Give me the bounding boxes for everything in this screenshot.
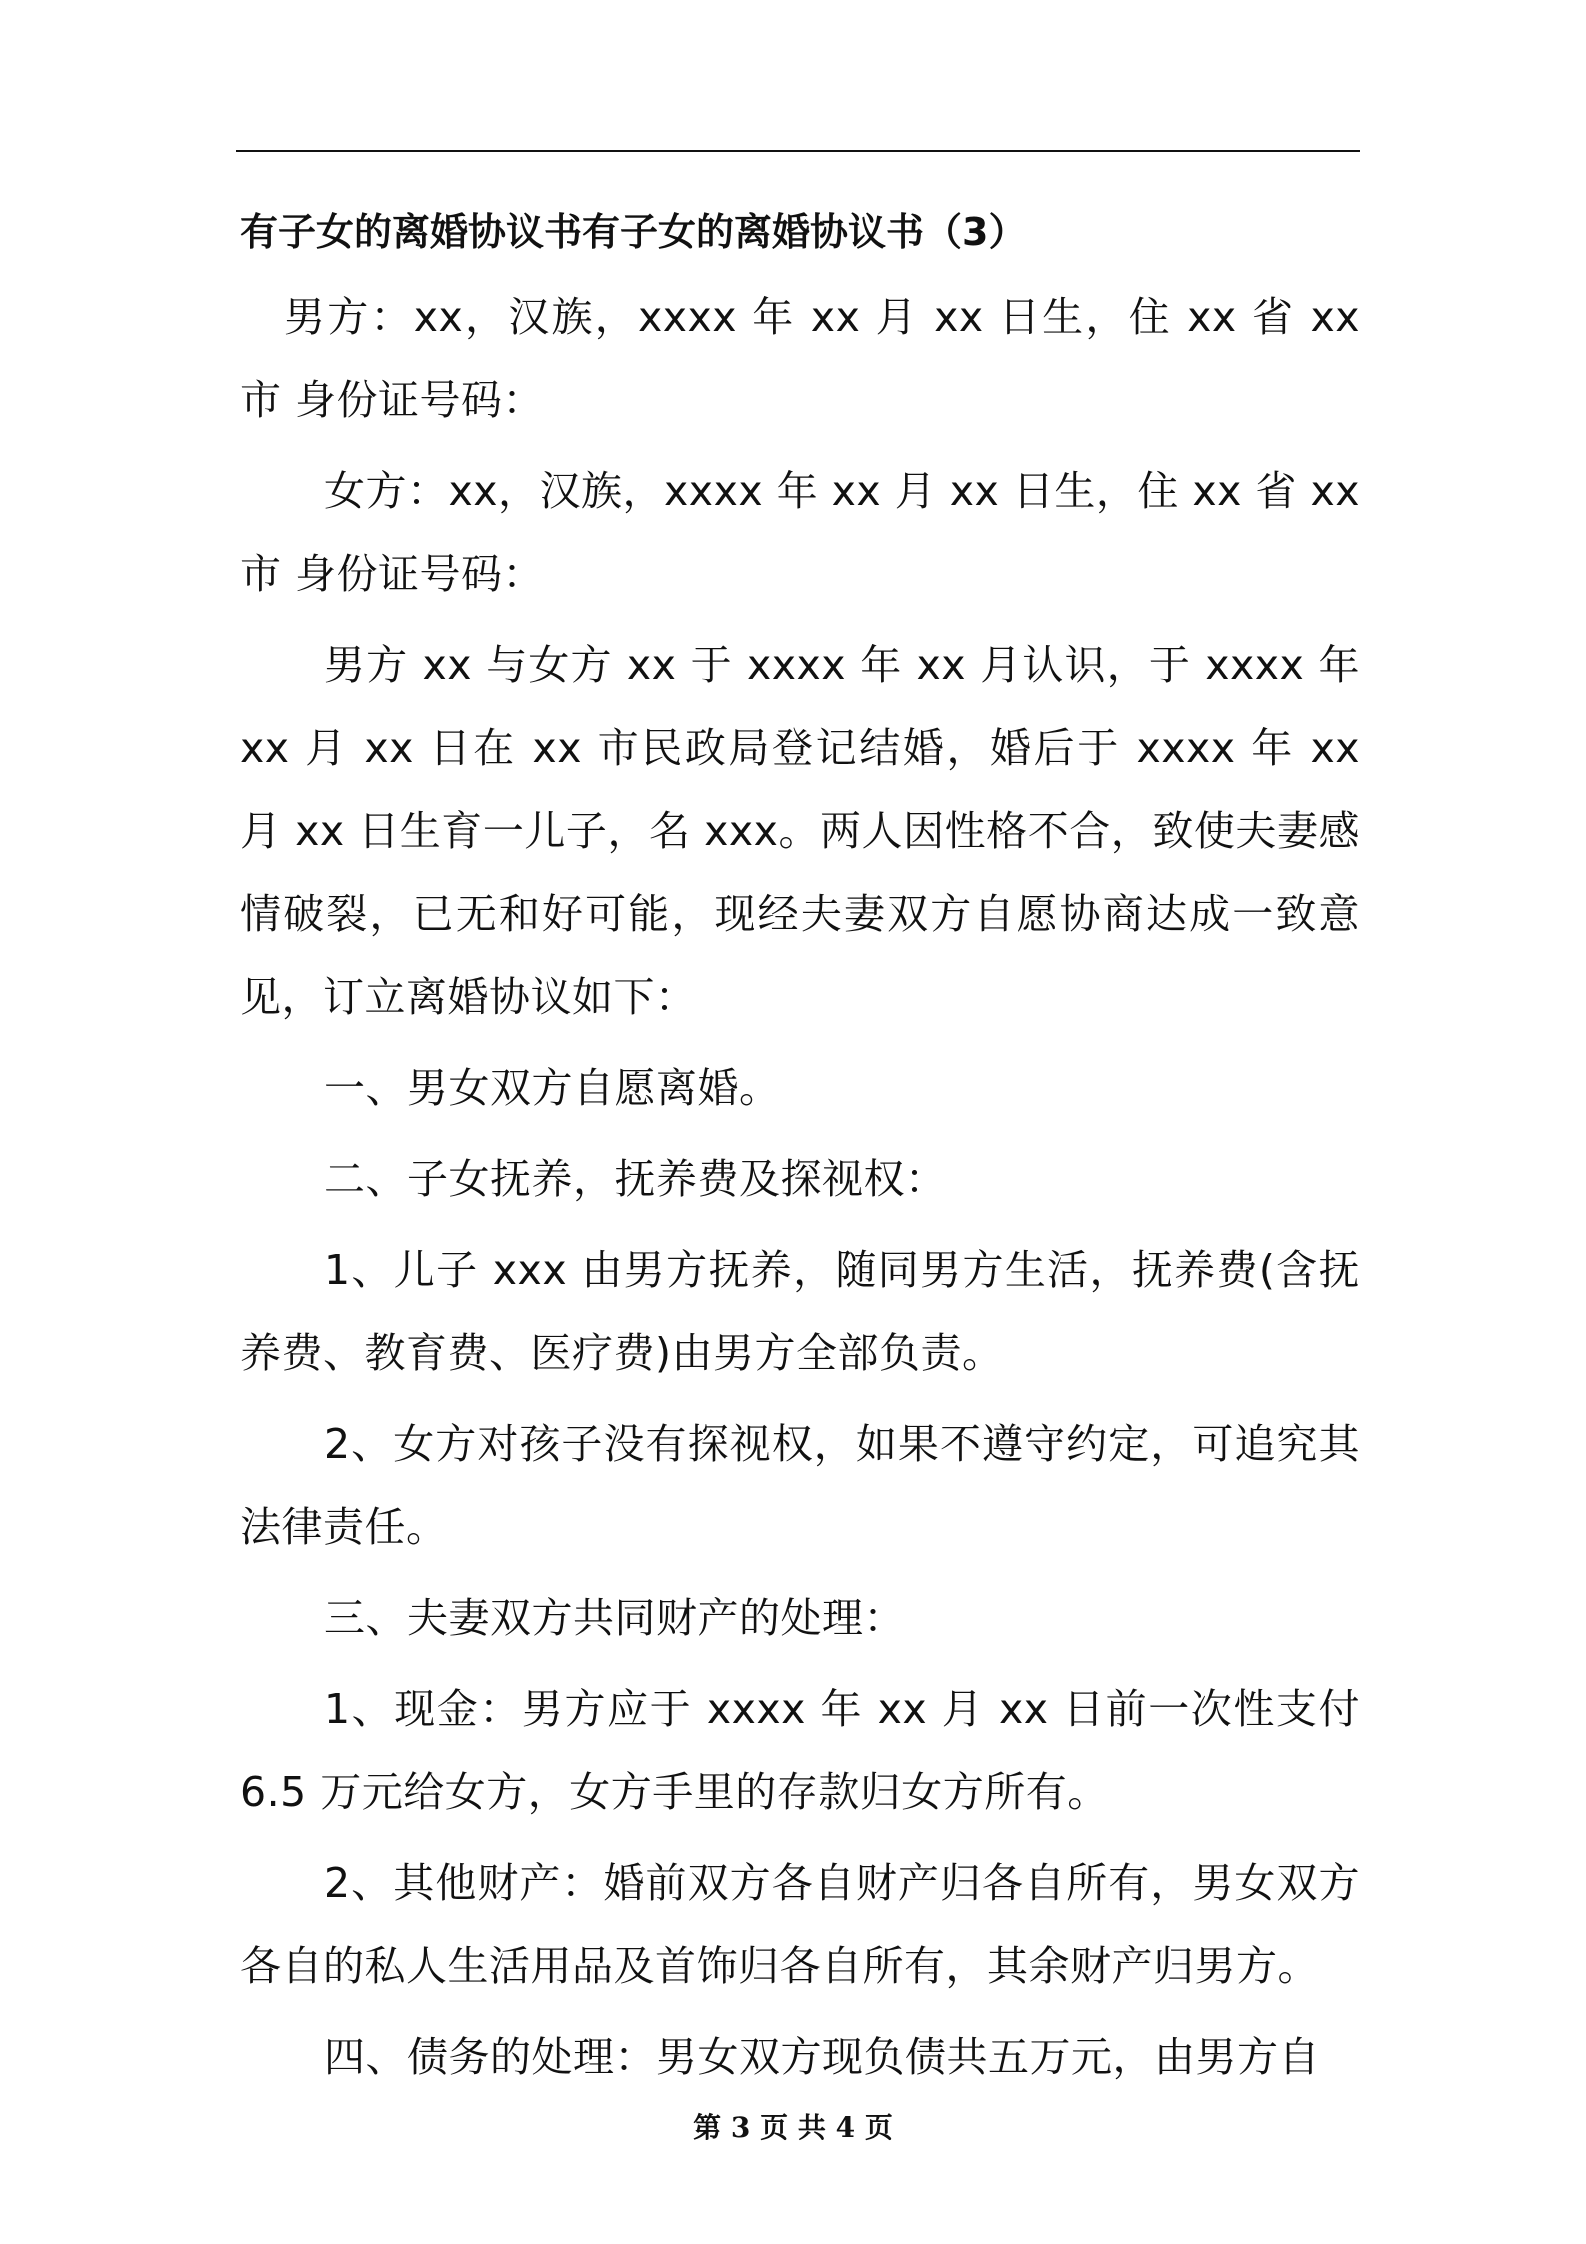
paragraph-clause-3-item-2: 2、其他财产：婚前双方各自财产归各自所有，男女双方各自的私人生活用品及首饰归各自所有，其余财产归男方。 bbox=[240, 1859, 1360, 1990]
paragraph-clause-3-item-1: 1、现金：男方应于 xxxx 年 xx 月 xx 日前一次性支付 6.5 万元给女方，女方手里的存款归女方所有。 bbox=[240, 1685, 1360, 1816]
paragraph-female-party: 女方：xx，汉族，xxxx 年 xx 月 xx 日生，住 xx 省 xx 市 身份证号码： bbox=[240, 467, 1360, 598]
paragraph-clause-4: 四、债务的处理：男女双方现负债共五万元，由男方自 bbox=[324, 2033, 1320, 2081]
paragraph-clause-1: 一、男女双方自愿离婚。 bbox=[324, 1064, 781, 1112]
paragraph-clause-2-item-1: 1、儿子 xxx 由男方抚养，随同男方生活，抚养费(含抚养费、教育费、医疗费)由男方全部负责。 bbox=[240, 1246, 1360, 1377]
paragraph-male-party: 男方：xx，汉族，xxxx 年 xx 月 xx 日生，住 xx 省 xx 市 身份证号码： bbox=[240, 293, 1360, 424]
document-body bbox=[240, 276, 1360, 2107]
document-title: 有子女的离婚协议书有子女的离婚协议书（3） bbox=[240, 210, 1027, 254]
paragraph-clause-2: 二、子女抚养，抚养费及探视权： bbox=[324, 1155, 947, 1203]
page-number: 第 3 页 共 4 页 bbox=[693, 2111, 893, 2144]
paragraph-background: 男方 xx 与女方 xx 于 xxxx 年 xx 月认识，于 xxxx 年 xx 月 xx 日在 xx 市民政局登记结婚，婚后于 xxxx 年 xx 月 xx 日生育一儿子，名 xxx。两人因性格不合，致使夫妻感情破裂，已无和好可能，现经夫妻双方自愿协商达成一致意见，订立离婚协议如下： bbox=[240, 641, 1360, 1021]
paragraph-clause-2-item-2: 2、女方对孩子没有探视权，如果不遵守约定，可追究其法律责任。 bbox=[240, 1420, 1360, 1551]
paragraph-clause-3: 三、夫妻双方共同财产的处理： bbox=[324, 1594, 905, 1642]
header-divider bbox=[236, 150, 1360, 152]
